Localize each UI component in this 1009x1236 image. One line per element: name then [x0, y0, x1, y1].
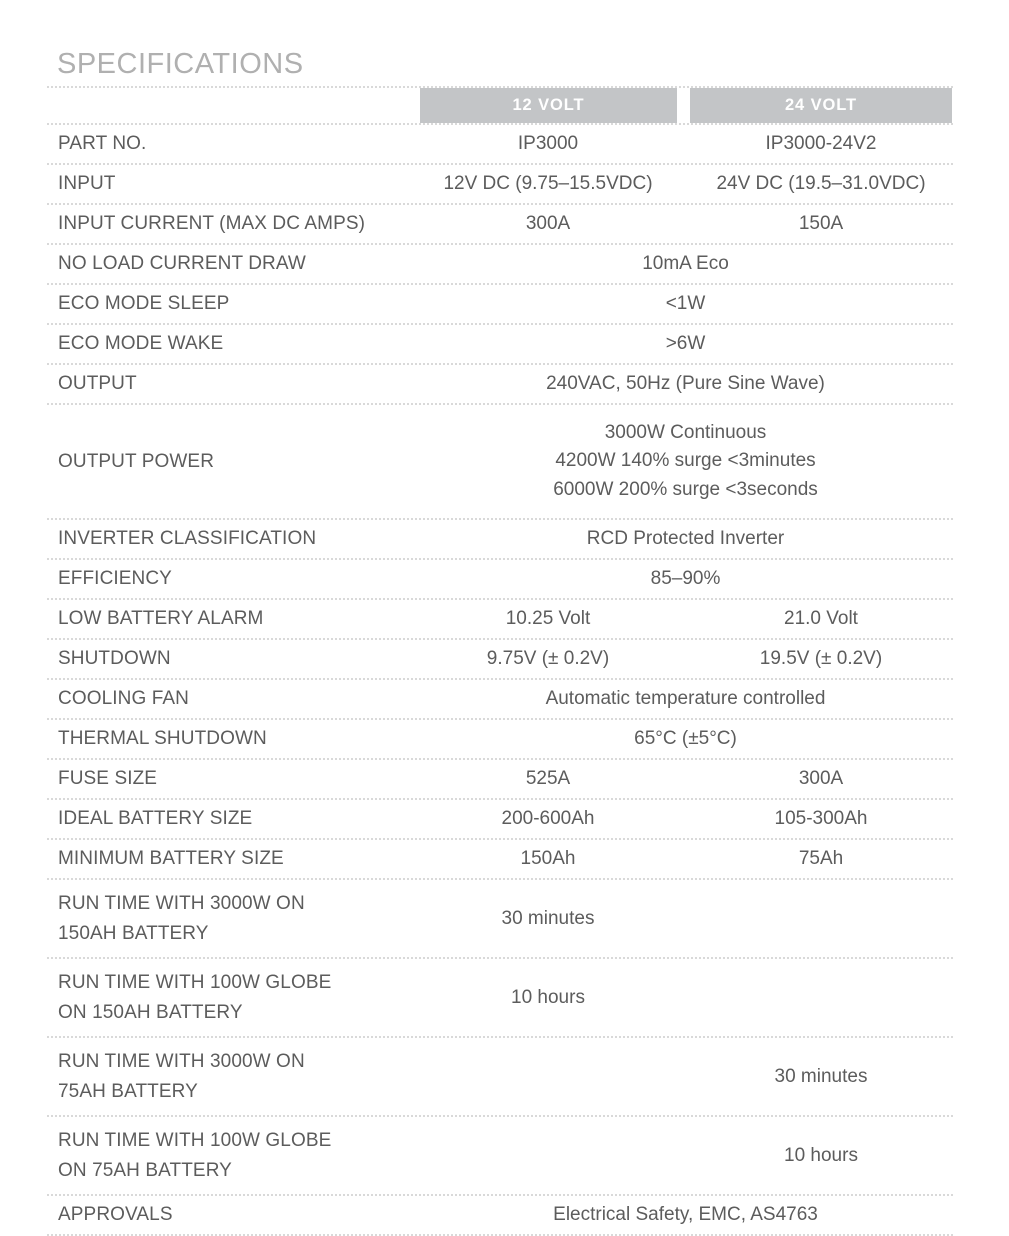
table-body [47, 125, 953, 1236]
row-value-24v: 150A [798, 213, 844, 235]
row-value-12v: 30 minutes [501, 907, 595, 929]
row-label-line: PART NO. [58, 133, 147, 155]
row-value-spanning [419, 419, 952, 505]
row-label [47, 604, 419, 633]
table-row [47, 760, 953, 798]
header-column-gap [677, 88, 690, 123]
table-row [47, 325, 953, 363]
row-value-line: 6000W 200% surge <3seconds [553, 478, 818, 500]
row-value-12v: 10 hours [511, 986, 585, 1008]
row-label-line: ECO MODE SLEEP [58, 293, 230, 315]
row-label [47, 289, 419, 318]
row-label-line: INPUT CURRENT (MAX DC AMPS) [58, 213, 366, 235]
row-value-line: Automatic temperature controlled [545, 687, 826, 709]
table-row [47, 1196, 953, 1234]
table-row [47, 720, 953, 758]
table-row [47, 1117, 953, 1194]
row-value-line: 10mA Eco [642, 252, 729, 274]
row-value-spanning [419, 685, 952, 714]
row-label-line: SHUTDOWN [58, 648, 171, 670]
row-value-12v: 9.75V (± 0.2V) [486, 648, 610, 670]
row-label [47, 249, 419, 278]
table-row [47, 600, 953, 638]
row-label [47, 524, 419, 553]
table-row [47, 205, 953, 243]
row-value-24v: 300A [798, 768, 844, 790]
row-value-line: 85–90% [650, 567, 721, 589]
row-value-12v: IP3000 [517, 133, 579, 155]
row-label-line: RUN TIME WITH 3000W ON [58, 893, 305, 915]
table-row [47, 640, 953, 678]
row-label-line: RUN TIME WITH 100W GLOBE [58, 1130, 332, 1152]
row-value-spanning [419, 370, 952, 399]
row-value-line: Electrical Safety, EMC, AS4763 [553, 1203, 818, 1225]
row-label-line: IDEAL BATTERY SIZE [58, 808, 253, 830]
specifications-table [47, 86, 953, 1236]
row-label-line: RUN TIME WITH 3000W ON [58, 1051, 305, 1073]
row-label-line: 150AH BATTERY [58, 922, 209, 944]
row-value-12v: 200-600Ah [501, 808, 595, 830]
row-label-line: ECO MODE WAKE [58, 333, 224, 355]
row-label [47, 169, 419, 198]
table-row [47, 840, 953, 878]
table-row [47, 880, 953, 957]
header-12-volt: 12 VOLT [420, 88, 677, 123]
row-label-line: EFFICIENCY [58, 568, 172, 590]
table-row [47, 1038, 953, 1115]
row-label [47, 1200, 419, 1229]
row-label [47, 804, 419, 833]
row-value-spanning [419, 330, 952, 359]
row-value-spanning [419, 565, 952, 594]
row-label-line: OUTPUT [58, 373, 137, 395]
row-label-line: APPROVALS [58, 1204, 173, 1226]
row-label [47, 724, 419, 753]
table-row [47, 560, 953, 598]
row-label-line: INVERTER CLASSIFICATION [58, 528, 317, 550]
table-row [47, 285, 953, 323]
row-value-12v: 300A [525, 213, 571, 235]
row-label-line: LOW BATTERY ALARM [58, 608, 264, 630]
header-24-volt: 24 VOLT [690, 88, 952, 123]
row-label [47, 564, 419, 593]
table-row [47, 959, 953, 1036]
row-value-12v: 12V DC (9.75–15.5VDC) [443, 173, 653, 195]
row-value-spanning [419, 725, 952, 754]
row-label-line: 75AH BATTERY [58, 1080, 198, 1102]
row-label-line: COOLING FAN [58, 688, 189, 710]
row-value-12v: 525A [525, 768, 571, 790]
row-value-24v: 30 minutes [774, 1065, 868, 1087]
row-label-line: OUTPUT POWER [58, 450, 215, 472]
row-label-line: RUN TIME WITH 100W GLOBE [58, 972, 332, 994]
row-label [47, 209, 419, 238]
row-value-line: 65°C (±5°C) [634, 727, 737, 749]
row-label-line: FUSE SIZE [58, 768, 158, 790]
row-value-24v: 21.0 Volt [784, 608, 858, 630]
row-value-12v: 10.25 Volt [505, 608, 591, 630]
page-title: SPECIFICATIONS [57, 48, 304, 80]
table-row [47, 520, 953, 558]
table-row [47, 405, 953, 518]
row-label-line: NO LOAD CURRENT DRAW [58, 253, 306, 275]
row-label [47, 644, 419, 673]
row-value-24v: 19.5V (± 0.2V) [759, 648, 883, 670]
row-value-spanning [419, 1201, 952, 1230]
row-label [47, 129, 419, 158]
table-row [47, 680, 953, 718]
row-label-line: ON 150AH BATTERY [58, 1001, 243, 1023]
table-row [47, 365, 953, 403]
table-row [47, 800, 953, 838]
row-value-24v: 10 hours [784, 1144, 858, 1166]
row-value-spanning [419, 250, 952, 279]
row-value-line: >6W [665, 332, 706, 354]
row-label [47, 844, 419, 873]
row-label [47, 329, 419, 358]
table-row [47, 245, 953, 283]
row-label [47, 447, 419, 476]
row-value-line: 4200W 140% surge <3minutes [555, 450, 816, 472]
row-value-24v: IP3000-24V2 [765, 133, 877, 155]
row-label-line: MINIMUM BATTERY SIZE [58, 848, 284, 870]
row-label [47, 369, 419, 398]
row-label [47, 684, 419, 713]
row-value-line: 3000W Continuous [604, 421, 767, 443]
row-value-line: <1W [665, 292, 706, 314]
table-header-row [47, 88, 953, 123]
row-value-12v: 150Ah [520, 848, 576, 870]
row-value-24v: 24V DC (19.5–31.0VDC) [716, 173, 926, 195]
row-label-line: THERMAL SHUTDOWN [58, 728, 267, 750]
row-value-line: 240VAC, 50Hz (Pure Sine Wave) [546, 372, 825, 394]
row-value-spanning [419, 290, 952, 319]
row-label [47, 764, 419, 793]
row-label [47, 1047, 419, 1106]
header-spec-column [47, 88, 419, 123]
table-row [47, 165, 953, 203]
row-label-line: ON 75AH BATTERY [58, 1159, 232, 1181]
row-value-24v: 75Ah [798, 848, 844, 870]
row-value-spanning [419, 525, 952, 554]
row-value-line: RCD Protected Inverter [586, 527, 785, 549]
row-label-line: INPUT [58, 173, 116, 195]
table-row [47, 125, 953, 163]
row-label [47, 1126, 419, 1185]
row-label [47, 889, 419, 948]
row-value-24v: 105-300Ah [774, 808, 868, 830]
row-label [47, 968, 419, 1027]
